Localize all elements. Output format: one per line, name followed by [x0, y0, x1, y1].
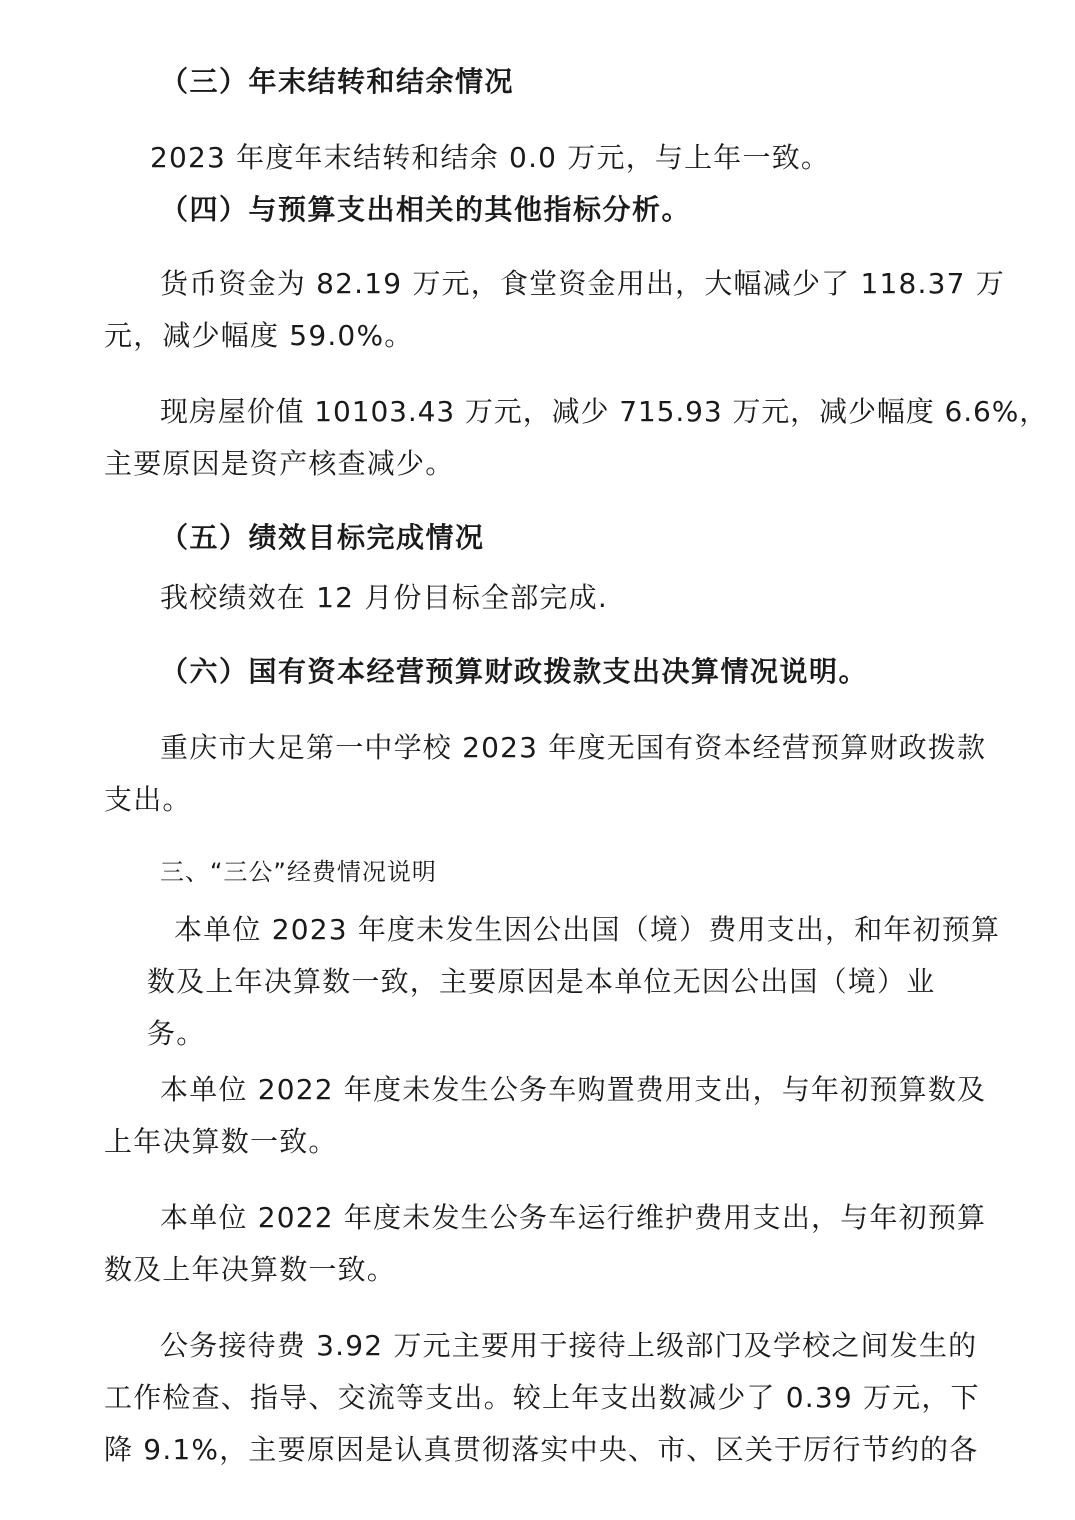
overseas-travel-line-2: 数及上年决算数一致，主要原因是本单位无因公出国（境）业 — [147, 965, 936, 998]
reception-expense-line-1: 公务接待费 3.92 万元主要用于接待上级部门及学校之间发生的 — [160, 1329, 978, 1362]
performance-text: 我校绩效在 12 月份目标全部完成. — [160, 581, 608, 614]
state-capital-line-1: 重庆市大足第一中学校 2023 年度无国有资本经营预算财政拨款 — [160, 731, 987, 764]
carryover-text: 2023 年度年末结转和结余 0.0 万元，与上年一致。 — [150, 141, 831, 174]
section-heading-carryover: （三）年末结转和结余情况 — [160, 65, 515, 98]
section-heading-state-capital: （六）国有资本经营预算财政拨款支出决算情况说明。 — [160, 655, 869, 688]
overseas-travel-line-1: 本单位 2023 年度未发生因公出国（境）费用支出，和年初预算 — [174, 913, 1001, 946]
monetary-funds-line-2: 元，减少幅度 59.0%。 — [104, 319, 414, 352]
housing-value-line-1: 现房屋价值 10103.43 万元，减少 715.93 万元，减少幅度 6.6%， — [160, 395, 1049, 428]
section-heading-other-indicators: （四）与预算支出相关的其他指标分析。 — [160, 193, 692, 226]
section-heading-performance: （五）绩效目标完成情况 — [160, 521, 485, 554]
housing-value-line-2: 主要原因是资产核查减少。 — [104, 447, 455, 480]
monetary-funds-line-1: 货币资金为 82.19 万元，食堂资金用出，大幅减少了 118.37 万 — [160, 267, 1005, 300]
reception-expense-line-2: 工作检查、指导、交流等支出。较上年支出数减少了 0.39 万元，下 — [104, 1381, 980, 1414]
reception-expense-line-3: 降 9.1%，主要原因是认真贯彻落实中央、市、区关于厉行节约的各 — [104, 1433, 979, 1466]
vehicle-maintenance-line-1: 本单位 2022 年度未发生公务车运行维护费用支出，与年初预算 — [160, 1201, 987, 1234]
vehicle-purchase-line-1: 本单位 2022 年度未发生公务车购置费用支出，与年初预算数及 — [160, 1073, 987, 1106]
vehicle-purchase-line-2: 上年决算数一致。 — [104, 1125, 338, 1158]
state-capital-line-2: 支出。 — [104, 783, 192, 816]
section-heading-three-public: 三、“三公”经费情况说明 — [160, 858, 437, 886]
overseas-travel-line-3: 务。 — [147, 1017, 206, 1050]
vehicle-maintenance-line-2: 数及上年决算数一致。 — [104, 1253, 397, 1286]
